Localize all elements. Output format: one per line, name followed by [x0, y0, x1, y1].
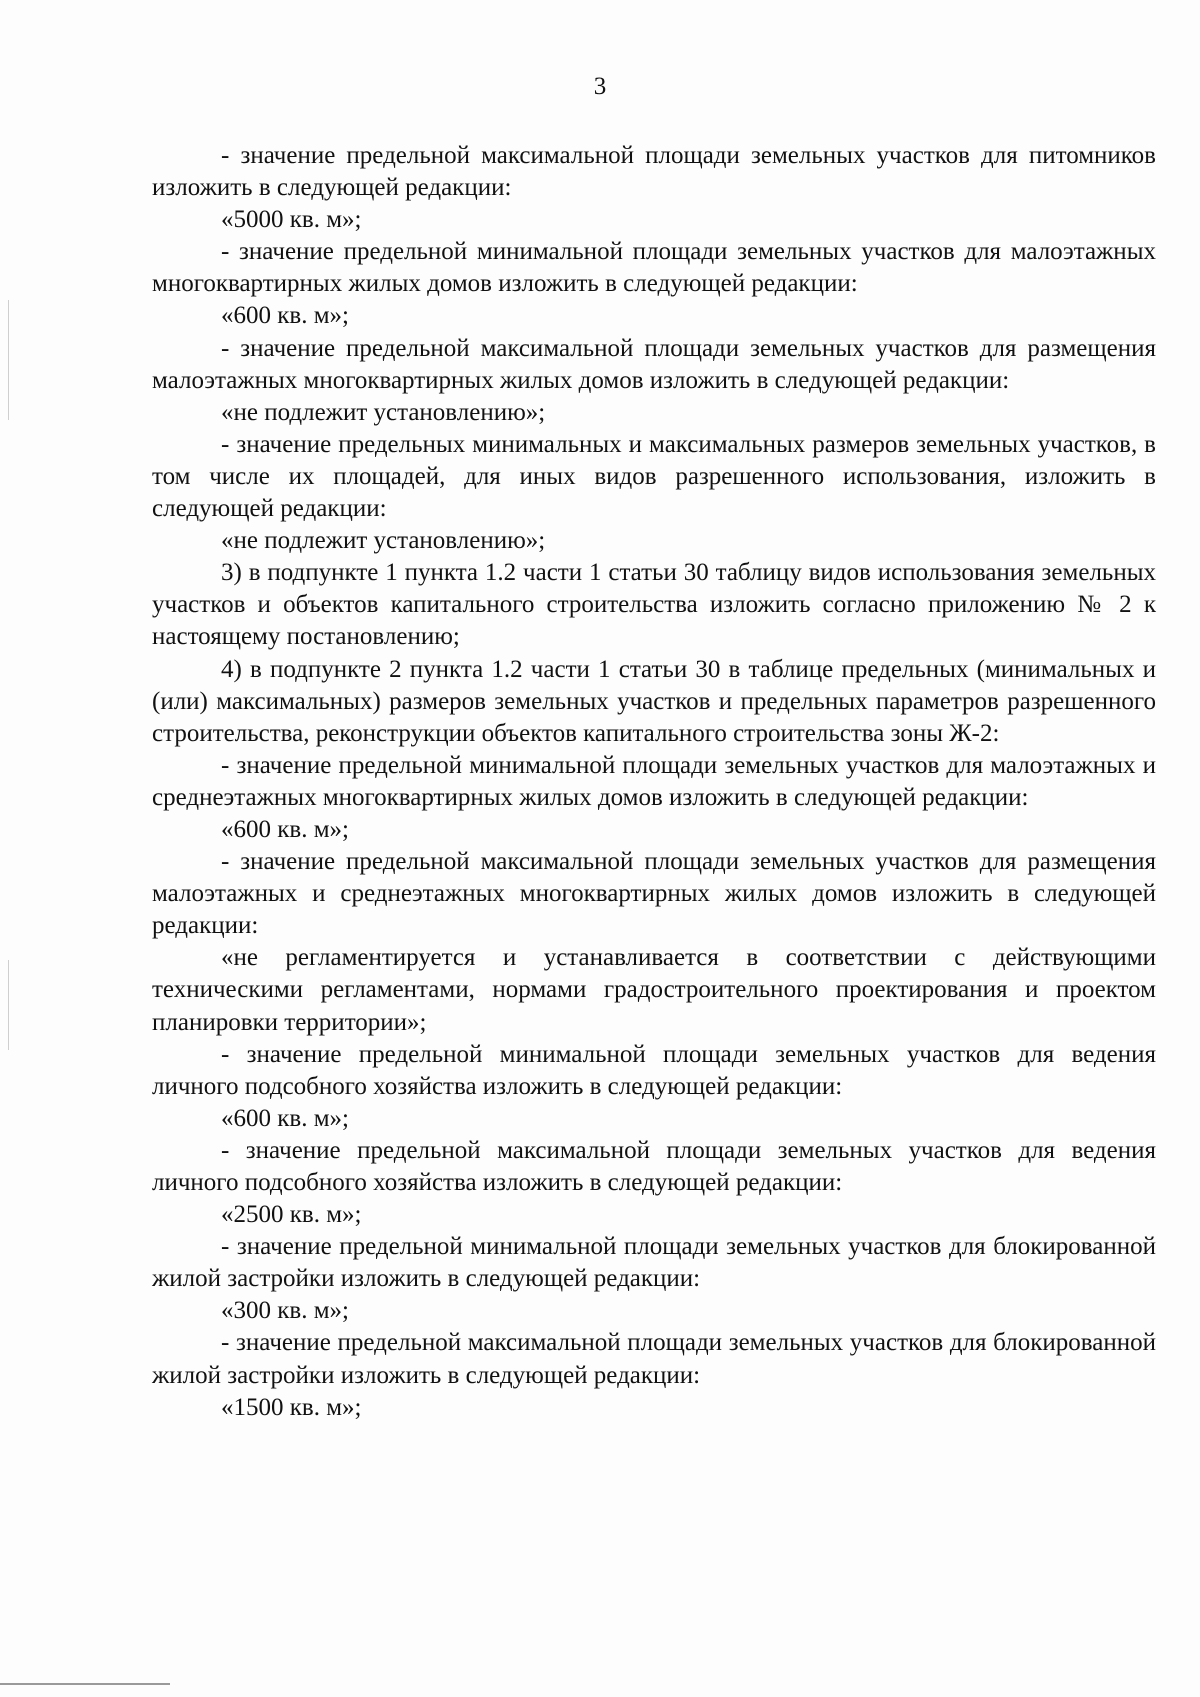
document-body	[152, 140, 1156, 1424]
paragraph-quote: «не регламентируется и устанавливается в соответствии с действующими техническими регламентами, нормами градостроительного проектирования и проектом планировки территории»;	[152, 944, 1156, 1036]
scan-margin-mark	[8, 960, 9, 1050]
paragraph-item: - значение предельной максимальной площади земельных участков для размещения малоэтажных и среднеэтажных многоквартирных жилых домов изложить в следующей редакции:	[152, 848, 1156, 940]
scan-bottom-edge	[0, 1683, 170, 1685]
paragraph-quote: «600 кв. м»;	[221, 1104, 349, 1132]
paragraph-item: 4) в подпункте 2 пункта 1.2 части 1 статьи 30 в таблице предельных (минимальных и (или) максимальных) размеров земельных участков и предельных параметров разрешенного строительства, реконструкции объектов капитального строительства зоны Ж-2:	[152, 655, 1156, 747]
paragraph-quote: «не подлежит установлению»;	[221, 398, 546, 426]
page-number: 3	[593, 73, 607, 100]
paragraph-item: - значение предельной максимальной площади земельных участков для блокированной жилой застройки изложить в следующей редакции:	[152, 1329, 1156, 1389]
paragraph-item: - значение предельных минимальных и максимальных размеров земельных участков, в том числе их площадей, для иных видов разрешенного использования, изложить в следующей редакции:	[152, 430, 1156, 523]
paragraph-quote: «2500 кв. м»;	[221, 1201, 362, 1229]
paragraph-item: 3) в подпункте 1 пункта 1.2 части 1 статьи 30 таблицу видов использования земельных участков и объектов капитального строительства изложить согласно приложению № 2 к настоящему постановлению;	[152, 559, 1156, 651]
paragraph-quote: «5000 кв. м»;	[221, 206, 362, 234]
paragraph-quote: «600 кв. м»;	[221, 815, 349, 843]
paragraph-item: - значение предельной максимальной площади земельных участков для питомников изложить в следующей редакции:	[152, 142, 1156, 202]
paragraph-quote: «600 кв. м»;	[221, 302, 349, 330]
paragraph-item: - значение предельной минимальной площади земельных участков для ведения личного подсобного хозяйства изложить в следующей редакции:	[152, 1040, 1156, 1100]
paragraph-item: - значение предельной минимальной площади земельных участков для малоэтажных и среднеэтажных многоквартирных жилых домов изложить в следующей редакции:	[152, 751, 1156, 811]
scan-margin-mark	[8, 300, 9, 420]
paragraph-quote: «1500 кв. м»;	[221, 1393, 362, 1421]
paragraph-quote: «300 кв. м»;	[221, 1297, 349, 1325]
paragraph-quote: «не подлежит установлению»;	[221, 527, 546, 555]
paragraph-item: - значение предельной максимальной площади земельных участков для размещения малоэтажных многоквартирных жилых домов изложить в следующей редакции:	[152, 334, 1156, 394]
paragraph-item: - значение предельной минимальной площади земельных участков для малоэтажных многоквартирных жилых домов изложить в следующей редакции:	[152, 238, 1156, 298]
paragraph-item: - значение предельной максимальной площади земельных участков для ведения личного подсобного хозяйства изложить в следующей редакции:	[152, 1136, 1156, 1196]
paragraph-item: - значение предельной минимальной площади земельных участков для блокированной жилой застройки изложить в следующей редакции:	[152, 1233, 1156, 1293]
